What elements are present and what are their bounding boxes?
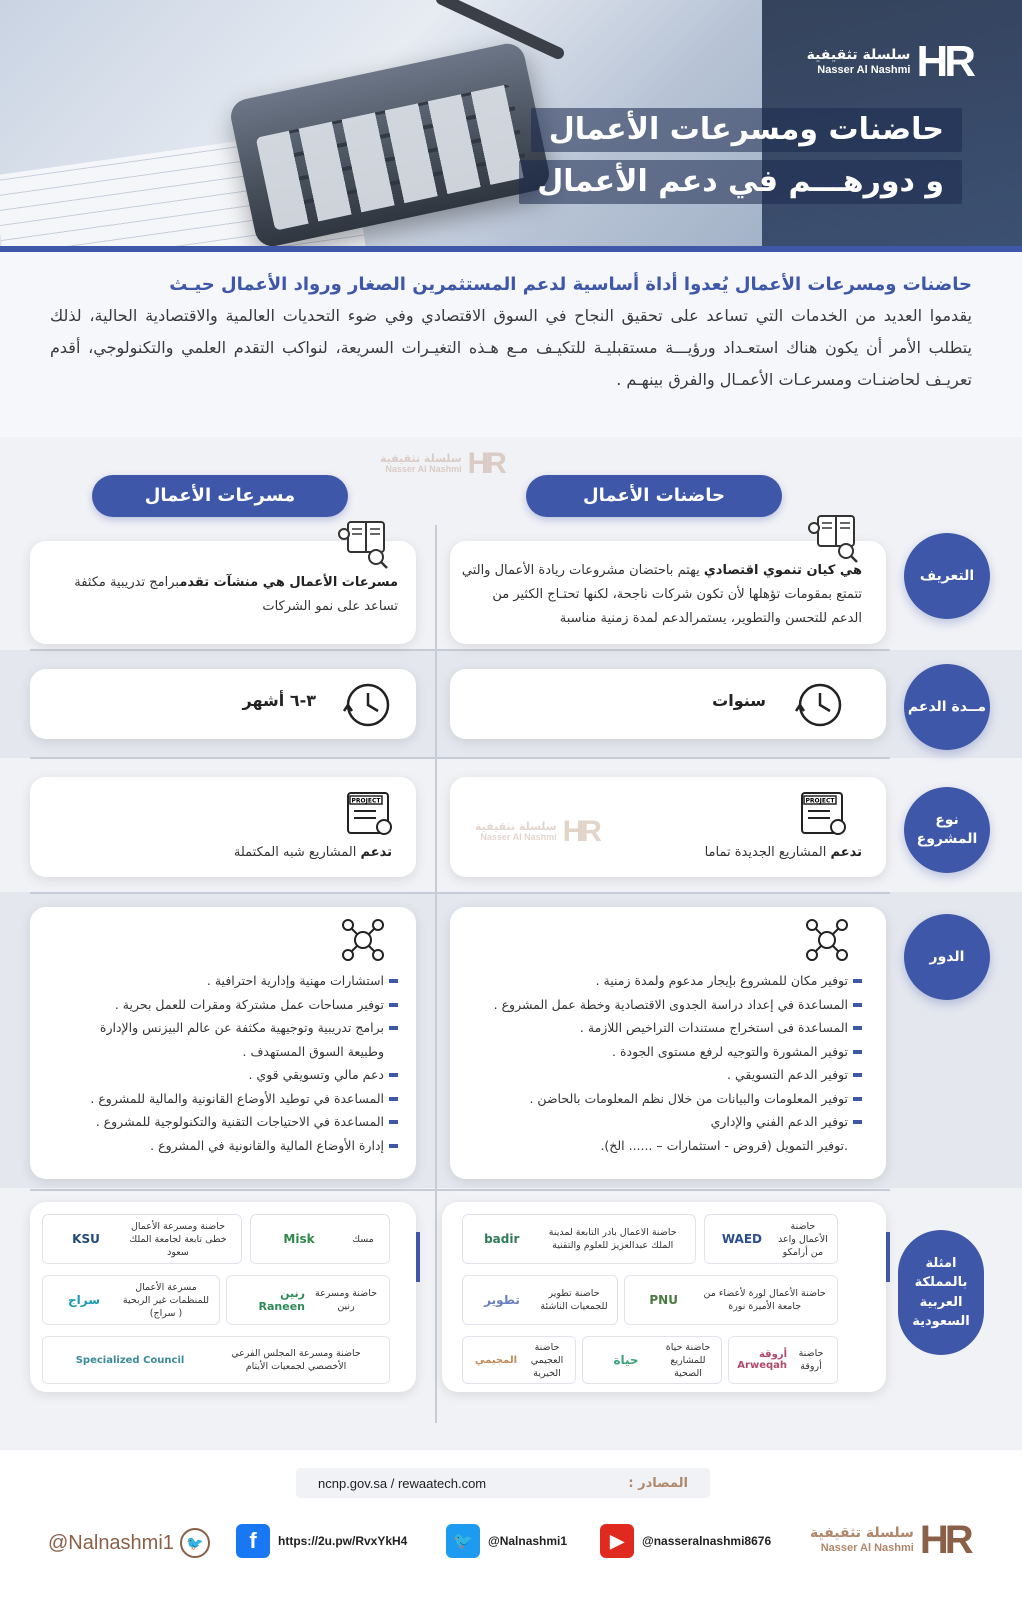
list-item: توفير الدعم التسويقي . bbox=[462, 1063, 862, 1087]
definition-card-accelerator bbox=[30, 541, 416, 644]
logo-misk: مسك Misk bbox=[250, 1214, 390, 1264]
clock-icon bbox=[790, 681, 844, 729]
brand-logo-top bbox=[806, 37, 972, 86]
row-label-duration: مــدة الدعم bbox=[904, 664, 990, 750]
sources-links[interactable]: ncnp.gov.sa / rewaatech.com bbox=[318, 1475, 487, 1491]
project-card-accelerator bbox=[30, 777, 416, 877]
youtube-link[interactable]: ▶ @nasseralnashmi8676 bbox=[600, 1524, 771, 1558]
document-gear-icon bbox=[806, 513, 860, 563]
intro-section bbox=[0, 252, 1022, 437]
twitter-link[interactable]: 🐦 @Nalnashmi1 bbox=[446, 1524, 567, 1558]
project-text-incubator: تدعم المشاريع الجديدة تماما bbox=[704, 845, 862, 860]
project-card-incubator bbox=[450, 777, 886, 877]
examples-card-incubator bbox=[442, 1202, 886, 1392]
watermark-logo: سلسلة تثقيفية Nasser Al Nashmi HR bbox=[380, 447, 503, 480]
row-label-project-type: نوع المشروع bbox=[904, 787, 990, 873]
list-item: المساعدة في توطيد الأوضاع القانونية والمالية للمشروع . bbox=[38, 1087, 398, 1111]
logo-tatweer: حاضنة تطوير للجمعيات الناشئة تطوير bbox=[462, 1275, 618, 1325]
row-divider bbox=[30, 649, 890, 651]
role-card-accelerator bbox=[30, 907, 416, 1179]
duration-incubator: سنوات bbox=[712, 691, 766, 710]
logo-ksu: حاضنة ومسرعة الأعمال خطى تابعة لجامعة الملك سعود KSU bbox=[42, 1214, 242, 1264]
definition-text-accelerator: مسرعات الأعمال هي منشآت تقدمبرامج تدريبية مكثفة تساعد على نمو الشركات bbox=[74, 575, 398, 614]
row-divider bbox=[30, 892, 890, 894]
comparison-table bbox=[0, 437, 1022, 1450]
role-card-incubator bbox=[450, 907, 886, 1179]
brand-hr-mark: HR bbox=[916, 37, 972, 86]
list-item: توفير المعلومات والبيانات من خلال نظم المعلومات بالحاضن . bbox=[462, 1087, 862, 1111]
role-list-accelerator bbox=[38, 969, 398, 1157]
twitter-circle-icon: 🐦 bbox=[180, 1528, 210, 1558]
footer bbox=[0, 1450, 1022, 1600]
duration-accelerator: ٣-٦ أشهر bbox=[242, 691, 316, 710]
list-item: المساعدة فى استخراج مستندات التراخيص اللازمة . bbox=[462, 1016, 862, 1040]
definition-card-incubator bbox=[450, 541, 886, 644]
project-text-accelerator: تدعم المشاريع شبه المكتملة bbox=[233, 845, 392, 860]
network-people-icon bbox=[804, 917, 850, 963]
twitter-handle-link[interactable]: @Nalnashmi1 🐦 bbox=[48, 1528, 210, 1558]
list-item: توفير المشورة والتوجيه لرفع مستوى الجودة . bbox=[462, 1040, 862, 1064]
youtube-icon: ▶ bbox=[600, 1524, 634, 1558]
list-item: توفير مساحات عمل مشتركة ومقرات للعمل بحرية . bbox=[38, 993, 398, 1017]
column-header-accelerators: مسرعات الأعمال bbox=[92, 475, 348, 517]
row-label-definition: التعريف bbox=[904, 533, 990, 619]
calculator-image bbox=[228, 40, 553, 249]
list-item: دعم مالي وتسويقي قوي . bbox=[38, 1063, 398, 1087]
project-document-icon bbox=[346, 791, 394, 837]
watermark-logo: سلسلة تثقيفية Nasser Al Nashmi HR bbox=[475, 815, 598, 848]
examples-card-accelerator bbox=[30, 1202, 416, 1392]
column-header-incubators: حاضنات الأعمال bbox=[526, 475, 782, 517]
intro-headline: حاضنات ومسرعات الأعمال يُعدوا أداة أساسية لدعم المستثمرين الصغار ورواد الأعمال حيـث bbox=[169, 274, 972, 295]
header-banner bbox=[0, 0, 1022, 252]
project-document-icon bbox=[800, 791, 848, 837]
logo-hayat: حاضنة حياة للمشاريع الصحية حياة bbox=[582, 1336, 722, 1384]
svg-text:PROJECT: PROJECT bbox=[805, 797, 835, 805]
brand-name-en: Nasser Al Nashmi bbox=[817, 63, 911, 76]
list-item: المساعدة في إعداد دراسة الجدوى الاقتصادية وخطة عمل المشروع . bbox=[462, 993, 862, 1017]
list-item: توفير الدعم الفني والإداري bbox=[462, 1110, 862, 1134]
row-label-role: الدور bbox=[904, 914, 990, 1000]
brand-name-ar: سلسلة تثقيفية bbox=[806, 47, 911, 64]
logo-badir: حاضنة الاعمال بادر التابعة لمدينة الملك عبدالعزيز للعلوم والتقنية badir bbox=[462, 1214, 696, 1264]
logo-arweqah: حاضنة أروقة أروقة Arweqah bbox=[728, 1336, 838, 1384]
twitter-icon: 🐦 bbox=[446, 1524, 480, 1558]
duration-card-incubator bbox=[450, 669, 886, 739]
row-divider bbox=[30, 757, 890, 759]
logo-orphans-council: حاضنة ومسرعة المجلس الفرعي الأخصصي لجمعيات الأيتام Specialized Council bbox=[42, 1336, 390, 1384]
facebook-icon: f bbox=[236, 1524, 270, 1558]
page-title-line1: حاضنات ومسرعات الأعمال bbox=[531, 108, 962, 152]
duration-card-accelerator bbox=[30, 669, 416, 739]
list-item: توفير مكان للمشروع بإيجار مدعوم ولمدة زمنية . bbox=[462, 969, 862, 993]
brand-logo-footer: سلسلة تثقيفية Nasser Al Nashmi HR bbox=[810, 1518, 970, 1562]
definition-text-incubator: هي كيان تنموي اقتصادي يهتم باحتضان مشروعات ريادة الأعمال والتي تتمتع بمقومات تؤهلها لأن تكون شركات ناجحة، لكنها تحتـاج الكثير من الدعم للتحسن والتطوير، يستمرالدعم لمدة زمنية مناسبة bbox=[461, 563, 862, 626]
list-item: إدارة الأوضاع المالية والقانونية في المشروع . bbox=[38, 1134, 398, 1158]
logo-pnu: حاضنة الأعمال لورة لأعضاء من جامعة الأميرة نورة PNU bbox=[624, 1275, 838, 1325]
list-item: المساعدة في الاحتياجات التقنية والتكنولوجية للمشروع . bbox=[38, 1110, 398, 1134]
sources-box bbox=[296, 1468, 710, 1498]
logo-ajaimi: حاضنة العجيمي الخيرية المجيمي bbox=[462, 1336, 576, 1384]
logo-raneen: حاضنة ومسرعة رنين رنين Raneen bbox=[226, 1275, 390, 1325]
sources-label: المصادر : bbox=[628, 1475, 688, 1491]
document-gear-icon bbox=[336, 519, 390, 569]
row-divider bbox=[30, 1189, 890, 1191]
list-item: برامج تدريبية وتوجيهية مكثفة عن عالم البيزنس والإدارة bbox=[38, 1016, 398, 1040]
list-item: وطبيعة السوق المستهدف . bbox=[242, 1043, 384, 1059]
logo-waed: حاضنة الأعمال واعد من أرامكو WAED bbox=[704, 1214, 838, 1264]
row-label-examples: امثلة بالمملكة العربية السعودية bbox=[898, 1230, 984, 1355]
clock-icon bbox=[338, 681, 392, 729]
intro-body: يقدموا العديد من الخدمات التي تساعد على تحقيق النجاح في السوق الاقتصادي وفي ضوء التحديات العالمية والاقتصادية الحالية، لذلك يتطلب الأمر أن يكون هناك استعـداد ورؤيـــة مستقبليـة للتكيـف مـع هـذه التغيـرات السريعة، لنواكب التقدم العلمي والتكنولوجي، أقدم تعريـف لحاضنـات ومسرعـات الأعمـال والفرق بينهـم . bbox=[50, 306, 972, 389]
svg-text:PROJECT: PROJECT bbox=[351, 797, 381, 805]
page-title-line2: و دورهـــم في دعم الأعمال bbox=[519, 160, 962, 204]
role-list-incubator bbox=[462, 969, 862, 1157]
column-divider bbox=[435, 525, 437, 1423]
list-item: استشارات مهنية وإدارية احترافية . bbox=[38, 969, 398, 993]
list-item: .توفير التمويل (قروض - استثمارات – ...... الخ). bbox=[600, 1137, 848, 1153]
network-people-icon bbox=[340, 917, 386, 963]
logo-siraj: مسرعة الأعمال للمنظمات غير الربحية ( سراج) سراج bbox=[42, 1275, 220, 1325]
facebook-link[interactable]: f https://2u.pw/RvxYkH4 bbox=[236, 1524, 407, 1558]
